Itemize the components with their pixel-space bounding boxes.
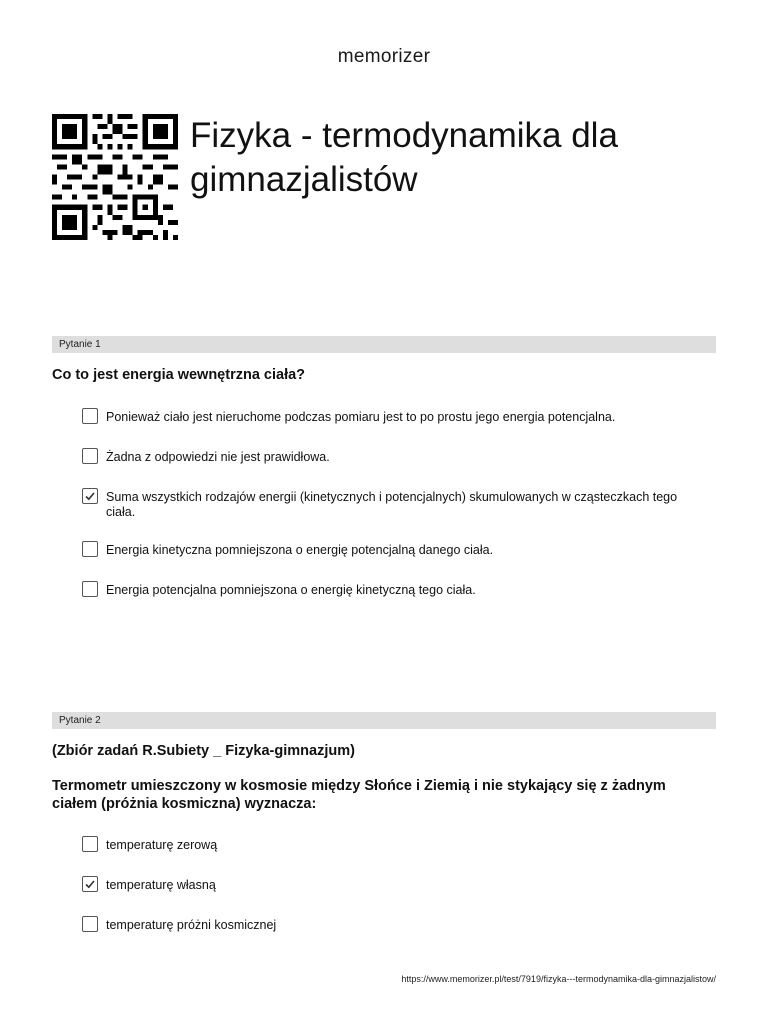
answer-text: temperaturę zerową bbox=[106, 838, 218, 852]
checkbox-checked[interactable] bbox=[82, 488, 98, 504]
checkmark-icon bbox=[84, 878, 96, 890]
checkbox[interactable] bbox=[82, 836, 98, 852]
question-2-source: (Zbiór zadań R.Subiety _ Fizyka-gimnazjum) bbox=[52, 743, 355, 759]
answer-text: Ponieważ ciało jest nieruchome podczas pomiaru jest to po prostu jego energia potencjalna. bbox=[106, 410, 616, 424]
checkbox[interactable] bbox=[82, 581, 98, 597]
checkbox-checked[interactable] bbox=[82, 876, 98, 892]
answer-text: temperaturę próżni kosmicznej bbox=[106, 918, 277, 932]
qr-code-image bbox=[52, 114, 178, 240]
checkbox[interactable] bbox=[82, 541, 98, 557]
answer-option[interactable] bbox=[82, 543, 702, 558]
answer-option[interactable] bbox=[82, 918, 702, 933]
checkbox[interactable] bbox=[82, 408, 98, 424]
question-2-text: Termometr umieszczony w kosmosie między Słońce i Ziemią i nie stykający się z żadnym ciałem (próżnia kosmiczna) wyznacza: bbox=[52, 778, 666, 812]
question-1-text: Co to jest energia wewnętrzna ciała? bbox=[52, 367, 306, 383]
answer-option[interactable] bbox=[82, 838, 702, 853]
answer-text: Suma wszystkich rodzajów energii (kinetycznych i potencjalnych) skumulowanych w cząsteczkach tego ciała. bbox=[106, 490, 678, 519]
checkmark-icon bbox=[84, 490, 96, 502]
checkbox[interactable] bbox=[82, 448, 98, 464]
answer-option[interactable] bbox=[82, 450, 702, 465]
answer-text: Energia potencjalna pomniejszona o energię kinetyczną tego ciała. bbox=[106, 583, 476, 597]
page-title: Fizyka - termodynamika dla gimnazjalistów bbox=[190, 116, 618, 199]
answer-text: Żadna z odpowiedzi nie jest prawidłowa. bbox=[106, 450, 330, 464]
question-2-header: Pytanie 2 bbox=[52, 712, 716, 729]
question-1-header: Pytanie 1 bbox=[52, 336, 716, 353]
answer-text: Energia kinetyczna pomniejszona o energię potencjalną danego ciała. bbox=[106, 543, 494, 557]
checkbox[interactable] bbox=[82, 916, 98, 932]
answer-option[interactable] bbox=[82, 490, 702, 520]
footer-url[interactable]: https://www.memorizer.pl/test/7919/fizyka---termodynamika-dla-gimnazjalistow/ bbox=[401, 974, 716, 984]
answer-option[interactable] bbox=[82, 878, 702, 893]
answer-option[interactable] bbox=[82, 583, 702, 598]
memorizer-logo: memorizer bbox=[337, 46, 431, 67]
answer-text: temperaturę własną bbox=[106, 878, 216, 892]
answer-option[interactable] bbox=[82, 410, 702, 425]
